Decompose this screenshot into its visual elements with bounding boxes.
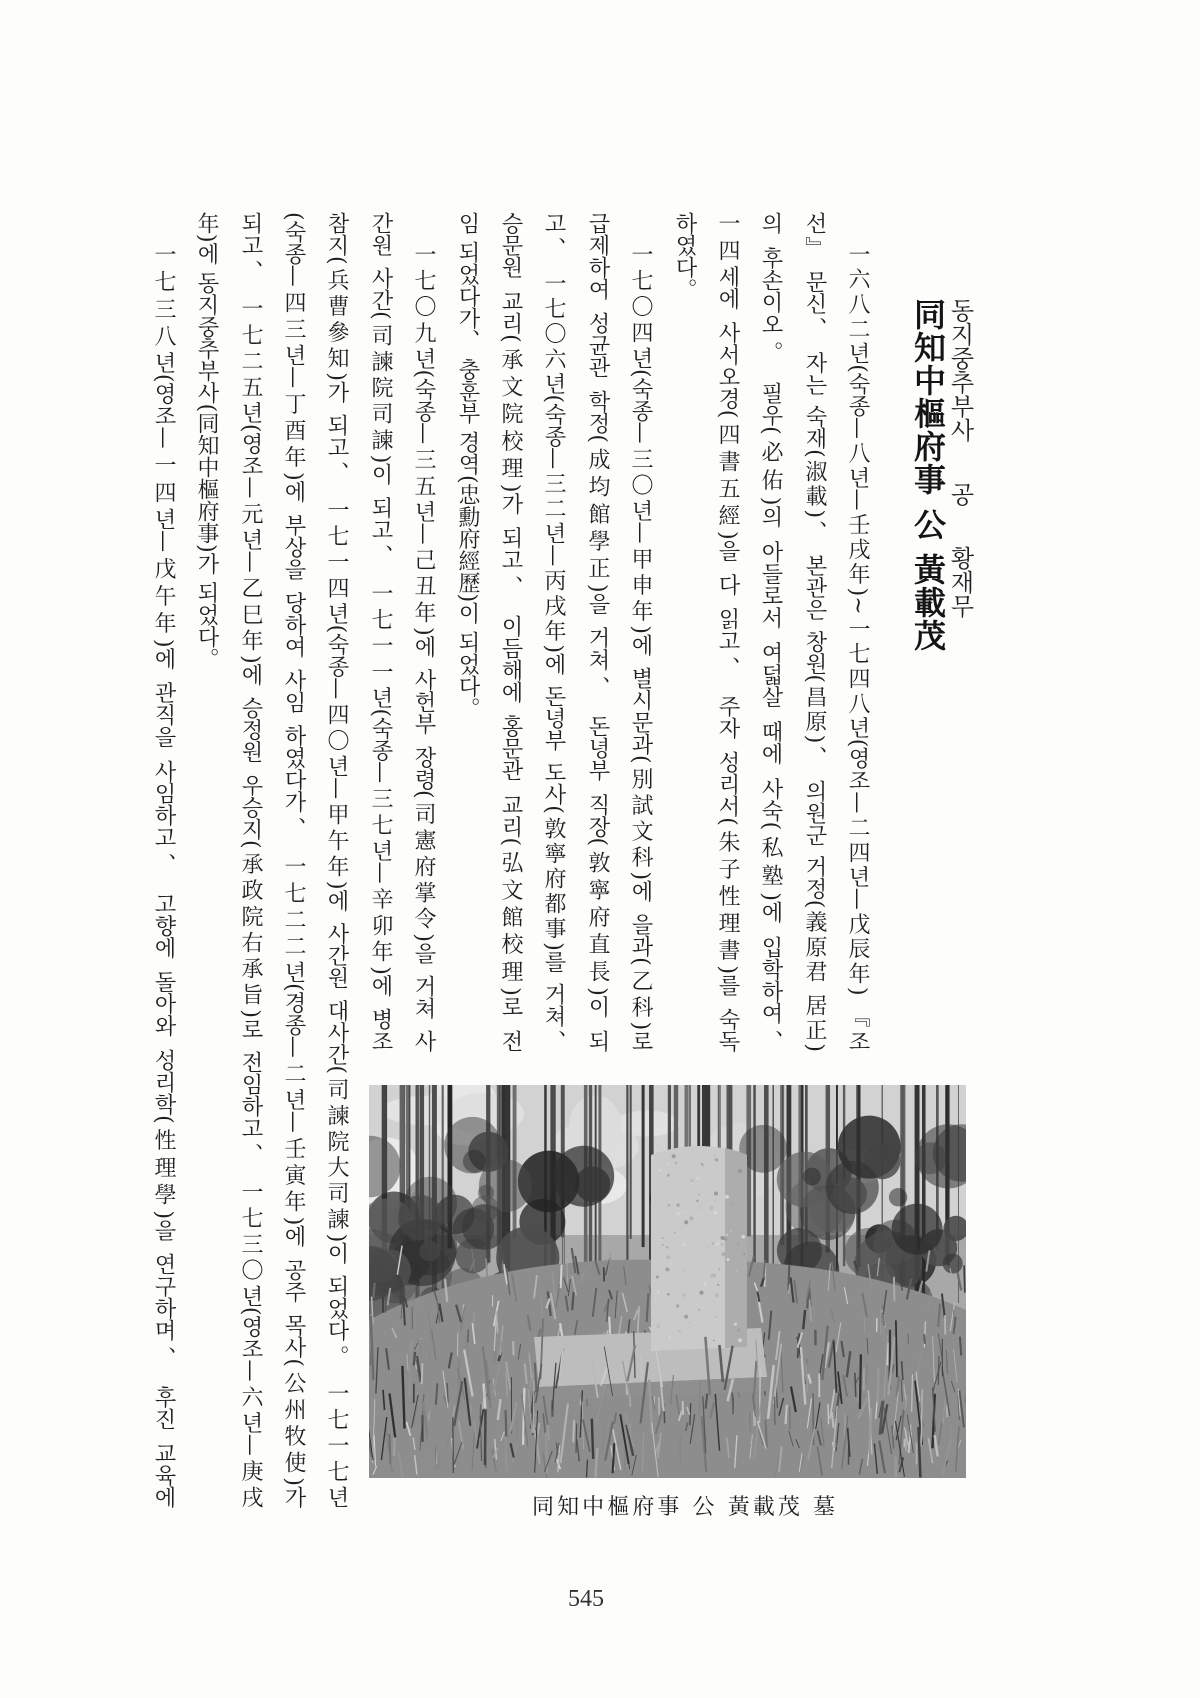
body-column-6: 一七〇四년(숙종—三〇년—甲申年)에 별시문과(別試文科)에 을과(乙科)로: [628, 242, 653, 1052]
foliage-clump: [803, 1168, 821, 1186]
grass-blade: [786, 1405, 787, 1424]
foliage-clump: [463, 1150, 486, 1173]
stone-speckle: [723, 1332, 725, 1334]
grass-blade: [373, 1283, 374, 1298]
foliage-clump: [892, 1204, 943, 1255]
stone-speckle: [721, 1236, 725, 1240]
stone-speckle: [696, 1177, 699, 1180]
stone-speckle: [686, 1211, 688, 1213]
tombstone-photo-image: [369, 1085, 966, 1478]
body-column-4: 一四세에 사서오경(四書五經)을 다 읽고、 주자 성리서(朱子性理書)를 숙독: [715, 212, 740, 1052]
stone-speckle: [735, 1269, 738, 1272]
grass-blade: [485, 1409, 486, 1465]
grass-blade: [394, 1435, 395, 1456]
stone-speckle: [702, 1307, 704, 1309]
stone-speckle: [696, 1200, 698, 1202]
stone-speckle: [712, 1242, 715, 1245]
foliage-clump: [889, 1188, 907, 1206]
grass-blade: [506, 1437, 507, 1474]
stone-speckle: [684, 1220, 688, 1224]
foliage-clump: [398, 1195, 443, 1240]
stone-speckle: [709, 1290, 710, 1291]
stone-speckle: [666, 1246, 668, 1248]
stone-speckle: [714, 1211, 717, 1214]
stone-speckle: [684, 1315, 688, 1319]
stone-speckle: [656, 1276, 659, 1279]
stone-speckle: [699, 1291, 703, 1295]
stone-speckle: [726, 1234, 728, 1236]
stone-speckle: [691, 1179, 694, 1182]
stone-speckle: [671, 1263, 673, 1265]
stone-speckle: [679, 1330, 682, 1333]
stone-speckle: [727, 1258, 730, 1261]
tree-trunk: [630, 1085, 632, 1239]
stone-speckle: [738, 1169, 742, 1173]
body-column-11: 一七〇九년(숙종—三五년—己丑年)에 사헌부 장령(司憲府掌令)을 거쳐 사: [411, 242, 436, 1052]
body-column-16: 年)에 동지중추부사(同知中樞府事)가 되었다。: [194, 212, 219, 670]
grass-blade: [548, 1425, 549, 1441]
body-column-17: 一七三八년(영조—一四년—戊午年)에 관직을 사임하고、 고향에 돌아와 성리학(性理學)을 연구하며、 후진 교육에: [151, 242, 176, 1508]
stone-speckle: [719, 1193, 721, 1195]
stone-speckle: [671, 1299, 672, 1300]
grass-blade: [414, 1352, 415, 1366]
stone-speckle: [675, 1162, 678, 1165]
stone-speckle: [698, 1205, 702, 1209]
stone-speckle: [716, 1242, 720, 1246]
foliage-clump: [943, 1254, 963, 1274]
body-column-12: 간원 사간(司諫院司諫)이 되고、 一七一一년(숙종—三七년—辛卯年)에 병조: [368, 212, 393, 1052]
stone-speckle: [682, 1293, 686, 1297]
tree-trunk: [626, 1085, 628, 1275]
stone-speckle: [698, 1194, 700, 1196]
stone-speckle: [737, 1242, 740, 1245]
foliage-clump: [833, 1177, 867, 1211]
stone-speckle: [676, 1203, 679, 1206]
grass-blade: [641, 1355, 642, 1381]
stone-speckle: [656, 1324, 660, 1328]
stone-speckle: [667, 1162, 670, 1165]
foliage-clump: [479, 1159, 532, 1212]
stone-speckle: [717, 1284, 719, 1286]
stone-speckle: [676, 1304, 680, 1308]
grass-blade: [766, 1420, 767, 1448]
photo-caption: 同知中樞府事 公 黃載茂 墓: [532, 1495, 835, 1520]
stone-speckle: [655, 1298, 657, 1300]
stone-speckle: [692, 1326, 695, 1329]
stone-speckle: [712, 1274, 716, 1278]
stone-speckle: [698, 1309, 700, 1311]
stone-speckle: [666, 1255, 670, 1259]
stone-speckle: [706, 1244, 710, 1248]
grass-blade: [828, 1404, 829, 1424]
grass-blade: [561, 1265, 562, 1289]
grass-blade: [774, 1397, 775, 1425]
stone-speckle: [709, 1206, 713, 1210]
stone-speckle: [711, 1291, 713, 1293]
stone-speckle: [723, 1169, 724, 1170]
grass-blade: [422, 1363, 423, 1384]
stone-speckle: [742, 1235, 746, 1239]
stone-speckle: [659, 1169, 661, 1171]
stone-speckle: [730, 1230, 732, 1232]
stone-speckle: [715, 1158, 718, 1161]
stone-speckle: [677, 1212, 680, 1215]
stone-speckle: [702, 1164, 704, 1166]
stone-speckle: [714, 1192, 718, 1196]
stone-speckle: [668, 1336, 671, 1339]
grass-blade: [573, 1420, 574, 1442]
stone-speckle: [657, 1291, 659, 1293]
grass-blade: [680, 1436, 681, 1464]
foliage-clump: [419, 1241, 440, 1262]
grass-blade: [894, 1277, 895, 1302]
grass-blade: [901, 1380, 902, 1402]
stone-speckle: [667, 1174, 670, 1177]
stone-speckle: [713, 1199, 716, 1202]
tree-trunk: [753, 1085, 756, 1285]
grass-blade: [924, 1334, 925, 1344]
grass-blade: [572, 1292, 573, 1310]
grass-blade: [533, 1380, 534, 1433]
grass-blade: [855, 1373, 856, 1397]
stone-speckle: [720, 1243, 724, 1247]
grass-blade: [506, 1410, 507, 1438]
body-column-8: 고、 一七〇六년(숙종—三二년—丙戌年)에 돈녕부 도사(敦寧府都事)를 거쳐、: [541, 212, 566, 1052]
grass-blade: [370, 1350, 371, 1366]
grass-blade: [576, 1423, 577, 1452]
tombstone-photo: [369, 1085, 966, 1478]
stone-speckle: [680, 1259, 681, 1260]
grass-blade: [912, 1375, 913, 1412]
stone-speckle: [722, 1184, 724, 1186]
body-column-13: 참지(兵曹參知)가 되고、 一七一四년(숙종—四〇년—甲午年)에 사간원 대사간(司諫院大司諫)이 되었다。 一七一七년: [324, 212, 349, 1508]
grass-blade: [592, 1419, 593, 1459]
stone-speckle: [659, 1214, 660, 1215]
foliage-clump: [553, 1146, 614, 1207]
body-column-15: 되고、 一七二五년(영조—元년—乙巳年)에 승정원 우승지(承政院右承旨)로 전임하고、 一七三〇년(영조—六년—庚戌: [238, 212, 263, 1508]
grass-blade: [860, 1354, 861, 1409]
stone-speckle: [714, 1154, 716, 1156]
stone-speckle: [681, 1211, 683, 1213]
body-column-14: (숙종—四三년—丁酉年)에 부상을 당하여 사임 하였다가、 一七二二년(경종—二년—壬寅年)에 공주 목사(公州牧使)가: [281, 212, 306, 1508]
grass-blade: [435, 1447, 436, 1469]
stone-speckle: [665, 1267, 669, 1271]
title-hangul-reading: 동지중추부사 공 황재무: [946, 298, 974, 618]
grass-blade: [878, 1367, 879, 1402]
stone-speckle: [683, 1269, 685, 1271]
page-number: 545: [568, 1586, 604, 1612]
stone-speckle: [715, 1293, 719, 1297]
grass-blade: [503, 1261, 504, 1275]
stone-speckle: [703, 1282, 706, 1285]
body-column-5: 하였다。: [672, 212, 697, 300]
stone-speckle: [721, 1252, 725, 1256]
stone-speckle: [682, 1243, 685, 1246]
grass-blade: [960, 1337, 961, 1356]
grass-blade: [659, 1397, 660, 1415]
tree-trunk: [773, 1085, 774, 1272]
stone-speckle: [719, 1268, 721, 1270]
stone-speckle: [715, 1316, 717, 1318]
stone-speckle: [667, 1293, 670, 1296]
body-column-2: 선』 문신、 자는 숙재(淑載)、 본관은 창원(昌原)、 의원군 거정(義原君 居正): [802, 212, 827, 1052]
stone-speckle: [734, 1323, 737, 1326]
grass-blade: [683, 1401, 684, 1415]
stone-speckle: [652, 1157, 654, 1159]
grass-blade: [604, 1267, 605, 1281]
page-title: 同知中樞府事 公 黃載茂: [909, 298, 947, 651]
stone-speckle: [672, 1154, 676, 1158]
grass-blade: [896, 1320, 897, 1377]
stone-speckle: [662, 1237, 664, 1239]
stone-speckle: [733, 1204, 734, 1205]
stone-speckle: [737, 1329, 740, 1332]
grass-blade: [517, 1421, 518, 1440]
body-column-3: 의 후손이오。 필우(必佑)의 아들로서 여덟살 때에 사숙(私塾)에 입학하여、: [758, 212, 783, 1052]
stone-speckle: [674, 1232, 676, 1234]
grass-blade: [438, 1457, 439, 1469]
grass-blade: [964, 1265, 965, 1292]
body-column-7: 급제하여 성균관 학정(成均館學正)을 거쳐、 돈녕부 직장(敦寧府直長)이 되: [585, 212, 610, 1052]
body-column-9: 승문원 교리(承文院校理)가 되고、 이듬해에 홍문관 교리(弘文館校理)로 전: [498, 212, 523, 1052]
stone-speckle: [689, 1322, 691, 1324]
grass-blade: [866, 1364, 867, 1384]
stone-speckle: [725, 1195, 729, 1199]
body-column-10: 임 되었다가、 충훈부 경역(忠勳府經歷)이 되었다。: [455, 212, 480, 720]
stone-speckle: [662, 1244, 664, 1246]
stone-speckle: [689, 1216, 693, 1220]
body-column-1: 一六八二년(숙종—八년—壬戌年)~一七四八년(영조—二四년—戊辰年) 『조: [845, 242, 870, 1052]
stone-speckle: [667, 1204, 670, 1207]
stone-speckle: [738, 1338, 742, 1342]
stone-speckle: [713, 1340, 715, 1342]
stone-speckle: [738, 1202, 740, 1204]
stone-speckle: [711, 1287, 713, 1289]
grass-blade: [468, 1330, 469, 1343]
tombstone-marker-shadow: [725, 1148, 747, 1348]
stone-speckle: [743, 1253, 745, 1255]
stone-speckle: [700, 1183, 701, 1184]
tree-trunk: [642, 1085, 645, 1247]
